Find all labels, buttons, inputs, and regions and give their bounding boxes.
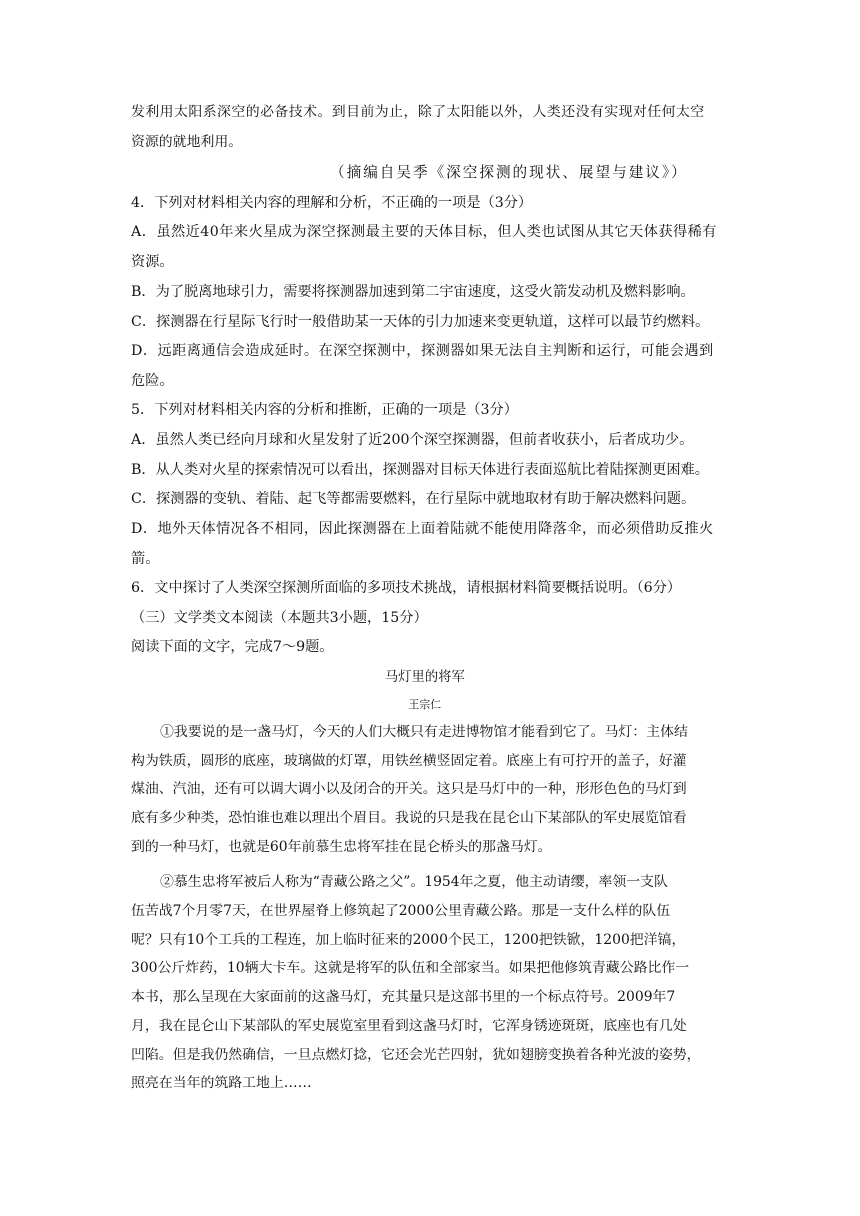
paragraph-1-line: 构为铁质，圆形的底座，玻璃做的灯罩，用铁丝横竖固定着。底座上有可拧开的盖子，好灌 bbox=[131, 753, 687, 769]
paragraph-2-line: 伍苦战7个月零7天，在世界屋脊上修筑起了2000公里青藏公路。那是一支什么样的队伍 bbox=[131, 903, 671, 919]
question-5: 5．下列对材料相关内容的分析和推断，正确的一项是（3分） bbox=[131, 402, 518, 418]
paragraph-2-line: ②慕生忠将军被后人称为“青藏公路之父”。1954年之夏，他主动请缨，率领一支队 bbox=[160, 874, 668, 890]
paragraph-1-line: ①我要说的是一盏马灯，今天的人们大概只有走进博物馆才能看到它了。马灯：主体结 bbox=[160, 724, 688, 740]
q4-option-d: D．远距离通信会造成延时。在深空探测中，探测器如果无法自主判断和运行，可能会遇到 bbox=[131, 343, 714, 359]
paragraph-2-line: 凹陷。但是我仍然确信，一旦点燃灯捻，它还会光芒四射，犹如翅膀变换着各种光波的姿势， bbox=[131, 1047, 701, 1063]
paragraph-2-line: 300公斤炸药，10辆大卡车。这就是将军的队伍和全部家当。如果把他修筑青藏公路比作一 bbox=[131, 960, 690, 976]
q4-option-a-cont: 资源。 bbox=[131, 254, 174, 270]
passage-line: 资源的就地利用。 bbox=[131, 134, 243, 150]
paragraph-1-line: 到的一种马灯，也就是60年前慕生忠将军挂在昆仑桥头的那盏马灯。 bbox=[131, 839, 552, 855]
q4-option-d-cont: 危险。 bbox=[131, 373, 174, 389]
paragraph-2-line: 照亮在当年的筑路工地上…… bbox=[131, 1075, 312, 1091]
question-6: 6．文中探讨了人类深空探测所面临的多项技术挑战，请根据材料简要概括说明。（6分） bbox=[131, 580, 682, 596]
q5-option-d: D．地外天体情况各不相同，因此探测器在上面着陆就不能使用降落伞，而必须借助反推火 bbox=[131, 521, 714, 537]
question-4: 4．下列对材料相关内容的理解和分析，不正确的一项是（3分） bbox=[131, 195, 533, 211]
paragraph-2-line: 呢？只有10个工兵的工程连，加上临时征来的2000个民工，1200把铁锨，1200把洋镐， bbox=[131, 932, 686, 948]
story-author: 王宗仁 bbox=[408, 698, 442, 711]
paragraph-1-line: 底有多少种类，恐怕谁也难以理出个眉目。我说的只是我在昆仑山下某部队的军史展览馆看 bbox=[131, 810, 687, 826]
paragraph-2-line: 月，我在昆仑山下某部队的军史展览室里看到这盏马灯时，它浑身锈迹斑斑，底座也有几处 bbox=[131, 1018, 687, 1034]
paragraph-1-line: 煤油、汽油，还有可以调大调小以及闭合的开关。这只是马灯中的一种，形形色色的马灯到 bbox=[131, 781, 687, 797]
q5-option-c: C．探测器的变轨、着陆、起飞等都需要燃料，在行星际中就地取材有助于解决燃料问题。 bbox=[131, 491, 696, 507]
q4-option-c: C．探测器在行星际飞行时一般借助某一天体的引力加速来变更轨道，这样可以最节约燃料。 bbox=[131, 314, 710, 330]
q5-option-a: A．虽然人类已经向月球和火星发射了近200个深空探测器，但前者收获小，后者成功少。 bbox=[131, 432, 694, 448]
paragraph-2-line: 本书，那么呈现在大家面前的这盏马灯，充其量只是这部书里的一个标点符号。2009年7 bbox=[131, 989, 676, 1005]
passage-line: 发利用太阳系深空的必备技术。到目前为止，除了太阳能以外，人类还没有实现对任何太空 bbox=[131, 104, 705, 120]
q4-option-b: B．为了脱离地球引力，需要将探测器加速到第二宇宙速度，这受火箭发动机及燃料影响。 bbox=[131, 284, 695, 300]
section-heading: （三）文学类文本阅读（本题共3小题，15分） bbox=[131, 610, 428, 626]
q5-option-b: B．从人类对火星的探索情况可以看出，探测器对目标天体进行表面巡航比着陆探测更困难。 bbox=[131, 462, 709, 478]
q5-option-d-cont: 箭。 bbox=[131, 551, 160, 567]
story-title: 马灯里的将军 bbox=[384, 669, 465, 685]
source-citation: （摘编自吴季《深空探测的现状、展望与建议》） bbox=[330, 164, 688, 181]
q4-option-a: A．虽然近40年来火星成为深空探测最主要的天体目标，但人类也试图从其它天体获得稀有 bbox=[131, 224, 717, 240]
reading-instruction: 阅读下面的文字，完成7～9题。 bbox=[131, 639, 334, 655]
